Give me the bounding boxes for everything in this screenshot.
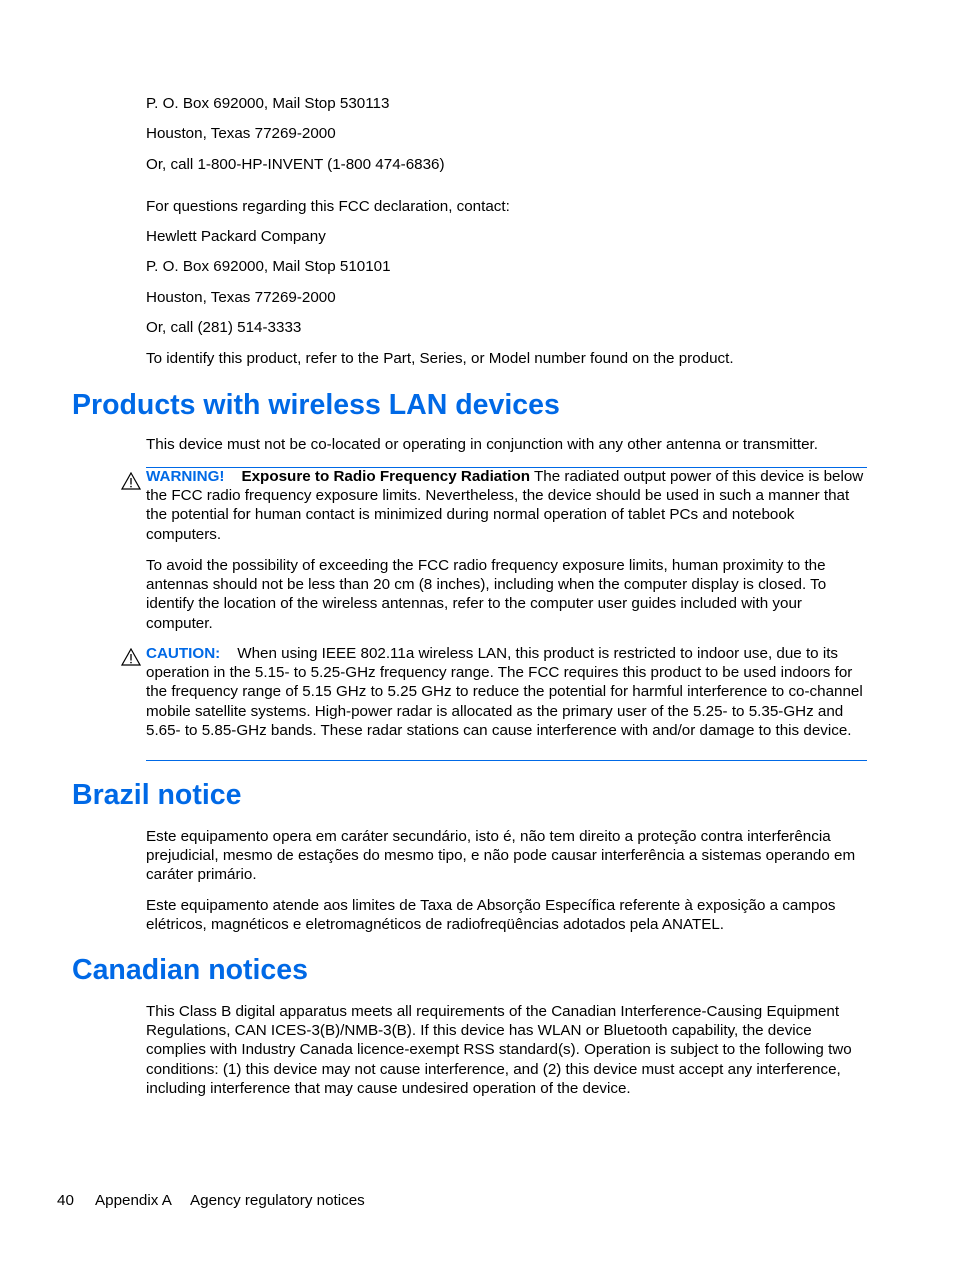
address-line: P. O. Box 692000, Mail Stop 510101 xyxy=(146,258,391,275)
caution-triangle-icon xyxy=(121,648,141,666)
brazil-paragraph-1: Este equipamento opera em caráter secundário, isto é, não tem direito a proteção contra interferência prejudicial, mesmo de estações do mesmo tipo, e não pode causar interferência a sistemas operando em caráter primário. xyxy=(146,828,856,884)
notice-bottom-rule xyxy=(146,760,867,761)
identify-product-text: To identify this product, refer to the Part, Series, or Model number found on the product. xyxy=(146,350,734,367)
warning-text-2: To avoid the possibility of exceeding the FCC radio frequency exposure limits, human proximity to the antennas should not be less than 20 cm (8 inches), including when the computer display is closed. To identify the location of the wireless antennas, refer to the computer user guides included with your computer. xyxy=(146,557,827,632)
address-line: Houston, Texas 77269-2000 xyxy=(146,289,336,306)
company-name: Hewlett Packard Company xyxy=(146,228,326,245)
footer-section: Appendix A xyxy=(95,1192,172,1209)
section-heading-wlan: Products with wireless LAN devices xyxy=(72,389,560,421)
phone-line: Or, call (281) 514-3333 xyxy=(146,319,302,336)
phone-line: Or, call 1-800-HP-INVENT (1-800 474-6836) xyxy=(146,156,445,173)
page-number: 40 xyxy=(57,1192,74,1209)
warning-text: The radiated output power of this device is below the FCC radio frequency exposure limits. Nevertheless, the device should be used in such a manner that the potential for human contact is minimized during normal operation of tablet PCs and notebook computers. xyxy=(146,468,864,543)
section-heading-canada: Canadian notices xyxy=(72,954,308,986)
contact-intro: For questions regarding this FCC declaration, contact: xyxy=(146,198,510,215)
wlan-intro: This device must not be co-located or operating in conjunction with any other antenna or transmitter. xyxy=(146,436,818,453)
warning-notice xyxy=(146,467,871,544)
brazil-paragraph-2: Este equipamento atende aos limites de Taxa de Absorção Específica referente à exposição a campos elétricos, magnéticos e eletromagnéticos de radiofreqüências adotados pela ANATEL. xyxy=(146,897,836,934)
footer-title: Agency regulatory notices xyxy=(190,1192,365,1209)
caution-text: When using IEEE 802.11a wireless LAN, this product is restricted to indoor use, due to its operation in the 5.15- to 5.25-GHz frequency range. The FCC requires this product to be used indoors for the frequency range of 5.15 GHz to 5.25 GHz to reduce the potential for harmful interference to co-channel mobile satellite systems. High-power radar is allocated as the primary user of the 5.25- to 5.35-GHz and 5.65- to 5.85-GHz bands. These radar stations can cause interference with and/or damage to this device. xyxy=(146,645,863,739)
warning-triangle-icon xyxy=(121,472,141,490)
caution-label: CAUTION: xyxy=(146,645,221,662)
address-line: P. O. Box 692000, Mail Stop 530113 xyxy=(146,95,390,112)
caution-notice xyxy=(146,644,871,740)
warning-title: Exposure to Radio Frequency Radiation xyxy=(241,468,531,485)
warning-label: WARNING! xyxy=(146,468,225,485)
section-heading-brazil: Brazil notice xyxy=(72,779,242,811)
address-line: Houston, Texas 77269-2000 xyxy=(146,125,336,142)
canada-paragraph: This Class B digital apparatus meets all requirements of the Canadian Interference-Causing Equipment Regulations, CAN ICES-3(B)/NMB-3(B). If this device has WLAN or Bluetooth capability, the device complies with Industry Canada licence-exempt RSS standard(s). Operation is subject to the following two conditions: (1) this device may not cause interference, and (2) this device must accept any interference, including interference that may cause undesired operation of the device. xyxy=(146,1003,852,1097)
